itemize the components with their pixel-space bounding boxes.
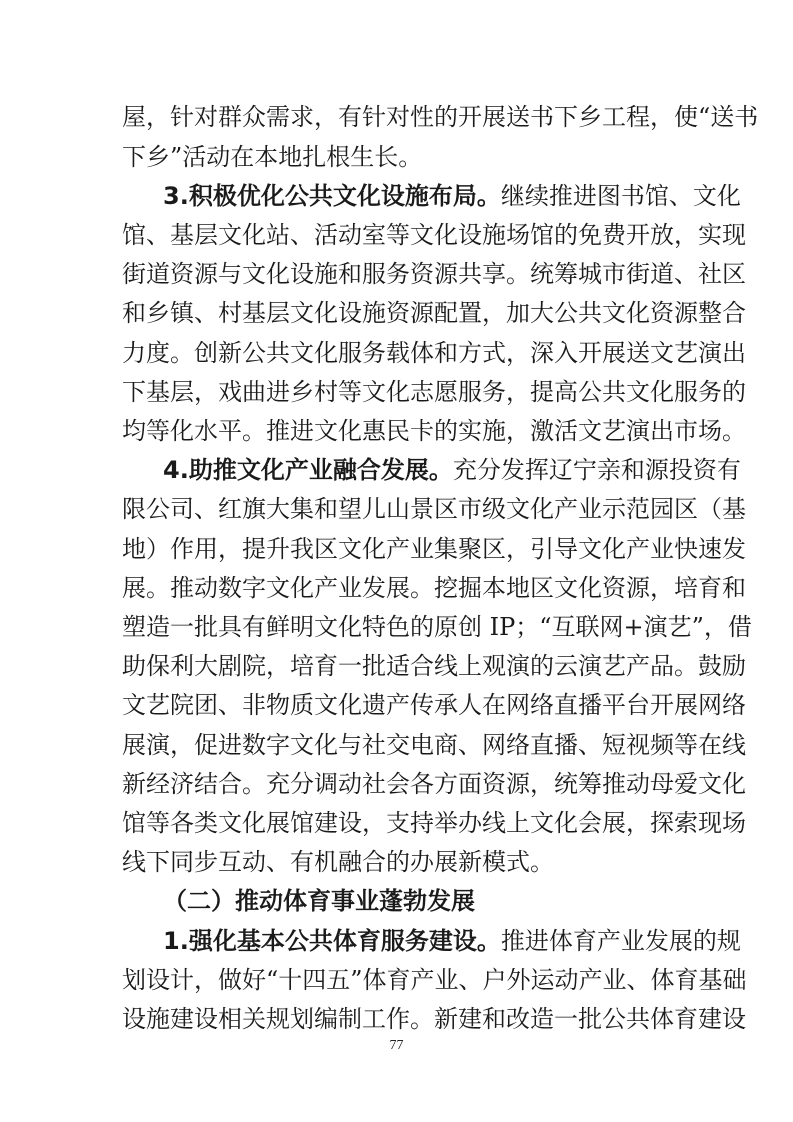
body-line-16: 文艺院团、非物质文化遗产传承人在网络直播平台开展网络: [122, 691, 746, 719]
section-3-title: 3.积极优化公共文化设施布局。: [163, 182, 501, 210]
body-line-1: 屋，针对群众需求，有针对性的开展送书下乡工程，使“送书: [122, 103, 759, 131]
section-1-first-line: 1.强化基本公共体育服务建设。推进体育产业发展的规: [163, 927, 741, 955]
body-line-17: 展演，促进数字文化与社交电商、网络直播、短视频等在线: [122, 731, 746, 759]
section-1-title: 1.强化基本公共体育服务建设。: [163, 927, 501, 955]
body-line-4: 馆、基层文化站、活动室等文化设施场馆的免费开放，实现: [122, 221, 746, 249]
page-number: 77: [389, 1038, 404, 1053]
body-line-2: 下乡”活动在本地扎根生长。: [122, 143, 423, 171]
body-line-15: 助保利大剧院，培育一批适合线上观演的云演艺产品。鼓励: [122, 652, 746, 680]
body-line-8: 下基层，戏曲进乡村等文化志愿服务，提高公共文化服务的: [122, 378, 746, 406]
body-line-6: 和乡镇、村基层文化设施资源配置，加大公共文化资源整合: [122, 299, 746, 327]
subsection-heading: （二）推动体育事业蓬勃发展: [163, 887, 475, 915]
body-line-18: 新经济结合。充分调动社会各方面资源，统筹推动母爱文化: [122, 770, 746, 798]
body-line-9: 均等化水平。推进文化惠民卡的实施，激活文艺演出市场。: [122, 417, 746, 445]
section-4-first-line: 4.助推文化产业融合发展。充分发挥辽宁亲和源投资有: [163, 456, 741, 484]
body-line-14: 塑造一批具有鲜明文化特色的原创 IP；“互联网+演艺”，借: [122, 613, 752, 641]
body-line-24: 设施建设相关规划编制工作。新建和改造一批公共体育建设: [122, 1005, 746, 1033]
section-4-title: 4.助推文化产业融合发展。: [163, 456, 453, 484]
section-3-first-line: 3.积极优化公共文化设施布局。继续推进图书馆、文化: [163, 182, 741, 210]
body-line-23: 划设计，做好“十四五”体育产业、户外运动产业、体育基础: [122, 966, 747, 994]
body-line-13: 展。推动数字文化产业发展。挖掘本地区文化资源，培育和: [122, 574, 746, 602]
body-line-20: 线下同步互动、有机融合的办展新模式。: [122, 848, 554, 876]
body-line-5: 街道资源与文化设施和服务资源共享。统筹城市街道、社区: [122, 260, 746, 288]
body-line-19: 馆等各类文化展馆建设，支持举办线上文化会展，探索现场: [122, 809, 746, 837]
body-line-11: 限公司、红旗大集和望儿山景区市级文化产业示范园区（基: [122, 495, 746, 523]
body-line-7: 力度。创新公共文化服务载体和方式，深入开展送文艺演出: [122, 339, 746, 367]
body-line-12: 地）作用，提升我区文化产业集聚区，引导文化产业快速发: [122, 535, 746, 563]
